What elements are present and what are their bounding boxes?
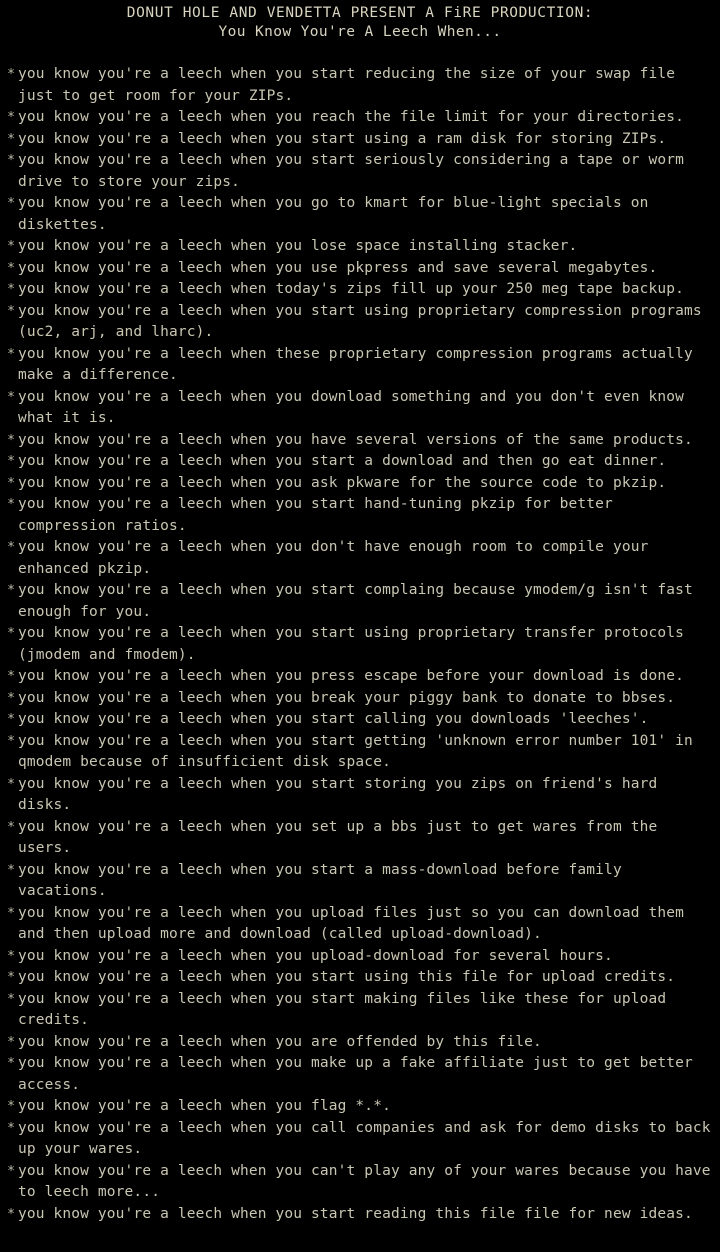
list-item [4,1161,712,1204]
list-item [4,860,712,903]
list-item-text: you know you're a leech when you start storing you zips on friend's hard disks. [18,775,658,813]
list-item-text: you know you're a leech when you break your piggy bank to donate to bbses. [18,689,676,706]
list-item-text: you know you're a leech when you start using this file for upload credits. [18,969,676,985]
bullet-icon: * [7,690,15,706]
list-item-text: you know you're a leech when you upload-download for several hours. [18,947,613,964]
list-item-text: you know you're a leech when you press escape before your download is done. [18,668,684,684]
list-item [4,1118,712,1161]
bullet-icon: * [7,948,15,964]
bullet-icon: * [7,1206,15,1222]
list-item-text: you know you're a leech when you start using proprietary transfer protocols (jmodem and fmodem). [18,625,684,663]
list-item [4,666,712,688]
list-item-text: you know you're a leech when you start calling you downloads 'leeches'. [18,711,649,727]
bullet-icon: * [7,67,15,82]
bullet-icon: * [7,153,15,168]
list-item [4,430,712,452]
list-item-text: you know you're a leech when you make up a fake affiliate just to get better access. [18,1055,693,1093]
list-item-text: you know you're a leech when you are offended by this file. [18,1033,542,1050]
bullet-icon: * [7,110,15,125]
list-item-text: you know you're a leech when you go to kmart for blue-light specials on diskettes. [18,195,649,233]
list-item [4,989,712,1032]
bullet-icon: * [7,583,15,598]
list-item-text: you know you're a leech when you have several versions of the same products. [18,431,693,448]
list-item-text: you know you're a leech when you can't play any of your wares because you have to leech more... [18,1162,711,1200]
list-item [4,451,712,473]
list-item-text: you know you're a leech when you start getting 'unknown error number 101' in qmodem because of insufficient disk space. [18,732,693,770]
list-item-text: you know you're a leech when you ask pkware for the source code to pkzip. [18,474,667,491]
list-item [4,903,712,946]
bullet-icon: * [7,970,15,985]
list-item [4,774,712,817]
list-item-text: you know you're a leech when you download something and you don't even know what it is. [18,388,684,426]
leech-list [0,64,720,1225]
list-item [4,1096,712,1118]
bullet-icon: * [7,819,15,835]
list-item [4,129,712,151]
bullet-icon: * [7,346,15,362]
bullet-icon: * [7,991,15,1007]
list-item [4,279,712,301]
list-item [4,537,712,580]
list-item-text: you know you're a leech when you start seriously considering a tape or worm drive to store your zips. [18,152,684,190]
list-item [4,1032,712,1054]
bullet-icon: * [7,282,15,297]
list-item [4,946,712,968]
bullet-icon: * [7,626,15,641]
bullet-icon: * [7,1120,15,1136]
list-item-text: you know you're a leech when you upload files just so you can download them and then upload more and download (called upload-download). [18,904,684,942]
bullet-icon: * [7,733,15,749]
bullet-icon: * [7,131,15,147]
list-item-text: you know you're a leech when you start making files like these for upload credits. [18,990,667,1028]
list-item-text: you know you're a leech when you start reducing the size of your swap file just to get room for your ZIPs. [18,66,676,104]
list-item-text: you know you're a leech when you start a download and then go eat dinner. [18,453,667,469]
list-item-text: you know you're a leech when you call companies and ask for demo disks to back up your wares. [18,1119,711,1157]
list-item [4,193,712,236]
bullet-icon: * [7,669,15,684]
list-item [4,473,712,495]
list-item [4,709,712,731]
bullet-icon: * [7,454,15,469]
list-item-text: you know you're a leech when you set up a bbs just to get wares from the users. [18,818,658,856]
bullet-icon: * [7,776,15,792]
list-item [4,494,712,537]
list-item [4,580,712,623]
list-item-text: you know you're a leech when you don't have enough room to compile your enhanced pkzip. [18,539,649,577]
header-spacer [0,42,720,64]
list-item-text: you know you're a leech when you start using a ram disk for storing ZIPs. [18,130,667,147]
list-item [4,1053,712,1096]
bullet-icon: * [7,497,15,512]
list-item [4,301,712,344]
bullet-icon: * [7,260,15,276]
list-item [4,236,712,258]
bullet-icon: * [7,905,15,921]
bullet-icon: * [7,1056,15,1071]
bullet-icon: * [7,303,15,319]
list-item-text: you know you're a leech when you reach the file limit for your directories. [18,109,684,125]
list-item [4,64,712,107]
list-item [4,387,712,430]
list-item [4,150,712,193]
list-item-text: you know you're a leech when you use pkpress and save several megabytes. [18,259,658,276]
list-item-text: you know you're a leech when today's zips fill up your 250 meg tape backup. [18,281,684,297]
bullet-icon: * [7,540,15,555]
list-item-text: you know you're a leech when you start using proprietary compression programs (uc2, arj, and lharc). [18,302,702,340]
header-production-line: DONUT HOLE AND VENDETTA PRESENT A FiRE PRODUCTION: [126,5,594,21]
list-item-text: you know you're a leech when you flag *.*. [18,1098,391,1114]
list-item-text: you know you're a leech when these proprietary compression programs actually make a difference. [18,345,693,383]
list-item-text: you know you're a leech when you start a mass-download before family vacations. [18,861,622,899]
bullet-icon: * [7,1099,15,1114]
file-header [0,0,720,42]
bullet-icon: * [7,432,15,448]
list-item [4,107,712,129]
bullet-icon: * [7,712,15,727]
list-item-text: you know you're a leech when you start complaing because ymodem/g isn't fast enough for you. [18,582,693,620]
list-item [4,817,712,860]
list-item-text: you know you're a leech when you start reading this file file for new ideas. [18,1205,693,1222]
list-item [4,967,712,989]
bullet-icon: * [7,1163,15,1179]
bullet-icon: * [7,1034,15,1050]
list-item [4,623,712,666]
bullet-icon: * [7,475,15,491]
list-item-text: you know you're a leech when you lose space installing stacker. [18,238,578,254]
list-item [4,731,712,774]
list-item [4,1204,712,1226]
bullet-icon: * [7,196,15,211]
list-item [4,688,712,710]
bullet-icon: * [7,389,15,405]
bullet-icon: * [7,239,15,254]
list-item-text: you know you're a leech when you start hand-tuning pkzip for better compression ratios. [18,496,613,534]
list-item [4,344,712,387]
bullet-icon: * [7,862,15,878]
header-title-line: You Know You're A Leech When... [218,24,502,40]
list-item [4,258,712,280]
